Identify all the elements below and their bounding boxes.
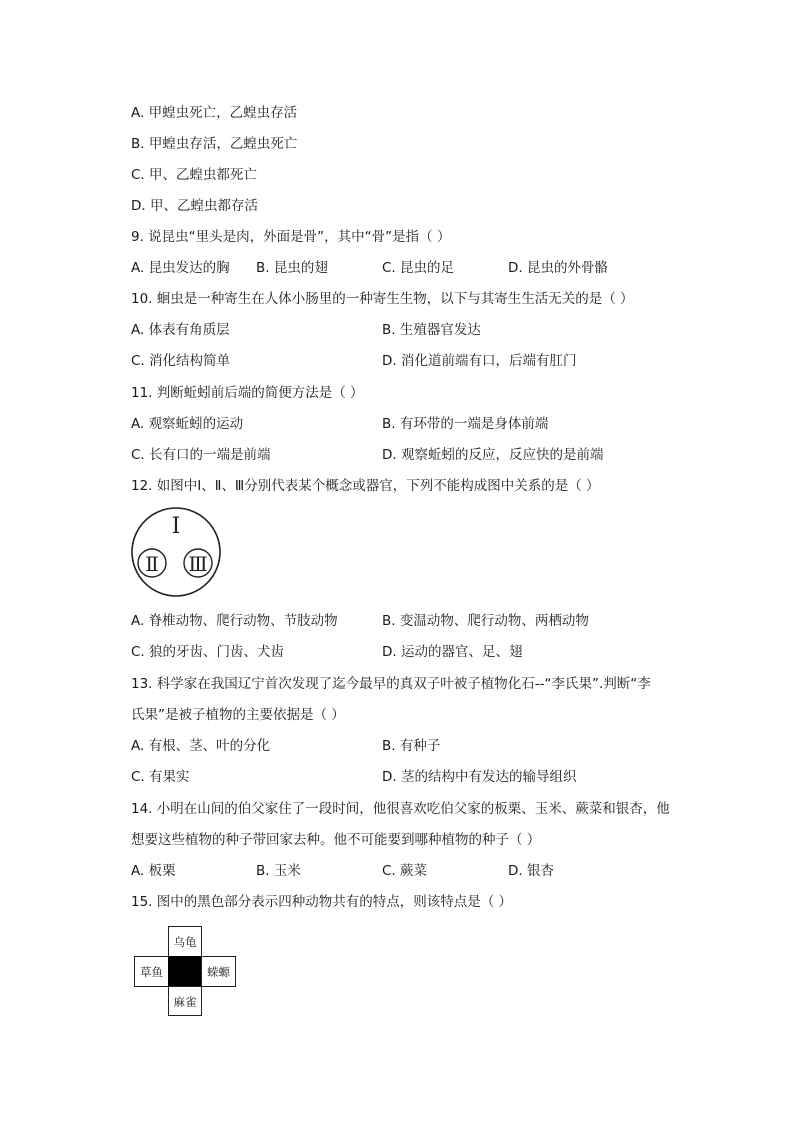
- q11-option-a: A. 观察蚯蚓的运动: [131, 416, 244, 432]
- q12-stem: 12. 如图中Ⅰ、Ⅱ、Ⅲ分别代表某个概念或器官，下列不能构成图中关系的是（ ）: [131, 478, 600, 494]
- q12-option-c: C. 狼的牙齿、门齿、犬齿: [131, 644, 285, 660]
- shared-feature-black-cell: [168, 956, 202, 987]
- q9-option-c: C. 昆虫的足: [382, 260, 455, 276]
- q11-stem: 11. 判断蚯蚓前后端的简便方法是（ ）: [131, 385, 364, 401]
- q13-option-a: A. 有根、茎、叶的分化: [131, 738, 271, 754]
- q13-stem-line2: 氏果”是被子植物的主要依据是（ ）: [131, 707, 345, 723]
- q15-stem: 15. 图中的黑色部分表示四种动物共有的特点，则该特点是（ ）: [131, 894, 513, 910]
- q8-option-c: C. 甲、乙蝗虫都死亡: [131, 167, 258, 183]
- q10-option-a: A. 体表有角质层: [131, 322, 230, 338]
- q10-option-b: B. 生殖器官发达: [382, 322, 481, 338]
- q14-option-a: A. 板栗: [131, 863, 176, 879]
- label-ii: Ⅱ: [145, 552, 159, 576]
- q10-stem: 10. 蛔虫是一种寄生在人体小肠里的一种寄生生物，以下与其寄生生活无关的是（ ）: [131, 291, 634, 307]
- q13-stem-line1: 13. 科学家在我国辽宁首次发现了迄今最早的真双子叶被子植物化石--“李氏果”.判断“李: [131, 676, 651, 692]
- cell-top-turtle: 乌龟: [168, 926, 202, 957]
- q8-option-b: B. 甲蝗虫存活，乙蝗虫死亡: [131, 136, 298, 152]
- q13-option-c: C. 有果实: [131, 769, 190, 785]
- cell-right-salamander: 蝾螈: [201, 956, 236, 987]
- label-i: Ⅰ: [171, 514, 181, 539]
- q8-option-a: A. 甲蝗虫死亡，乙蝗虫存活: [131, 105, 298, 121]
- q11-option-d: D. 观察蚯蚓的反应，反应快的是前端: [382, 447, 604, 463]
- q10-option-c: C. 消化结构简单: [131, 353, 231, 369]
- q13-option-b: B. 有种子: [382, 738, 441, 754]
- q8-option-d: D. 甲、乙蝗虫都存活: [131, 198, 258, 214]
- animal-cross-diagram: [134, 926, 238, 1016]
- q12-option-d: D. 运动的器官、足、翅: [382, 644, 523, 660]
- q9-option-a: A. 昆虫发达的胸: [131, 260, 230, 276]
- q9-option-d: D. 昆虫的外骨骼: [508, 260, 608, 276]
- q12-option-a: A. 脊椎动物、爬行动物、节肢动物: [131, 613, 338, 629]
- q9-option-b: B. 昆虫的翅: [256, 260, 328, 276]
- q12-option-b: B. 变温动物、爬行动物、两栖动物: [382, 613, 589, 629]
- q14-stem-line2: 想要这些植物的种子带回家去种。他不可能要到哪种植物的种子（ ）: [131, 832, 541, 848]
- concept-circle-diagram: [130, 506, 222, 598]
- q14-option-d: D. 银杏: [508, 863, 554, 879]
- q14-option-c: C. 蕨菜: [382, 863, 428, 879]
- cell-left-grass-carp: 草鱼: [134, 956, 169, 987]
- q10-option-d: D. 消化道前端有口，后端有肛门: [382, 353, 577, 369]
- q14-stem-line1: 14. 小明在山间的伯父家住了一段时间，他很喜欢吃伯父家的板栗、玉米、蕨菜和银杏，他: [131, 801, 670, 817]
- q13-option-d: D. 茎的结构中有发达的输导组织: [382, 769, 577, 785]
- q11-option-c: C. 长有口的一端是前端: [131, 447, 271, 463]
- q11-option-b: B. 有环带的一端是身体前端: [382, 416, 549, 432]
- q14-option-b: B. 玉米: [256, 863, 301, 879]
- cell-bottom-sparrow: 麻雀: [168, 986, 202, 1016]
- label-iii: Ⅲ: [188, 552, 208, 576]
- q9-stem: 9. 说昆虫“里头是肉，外面是骨”，其中“骨”是指（ ）: [131, 229, 451, 245]
